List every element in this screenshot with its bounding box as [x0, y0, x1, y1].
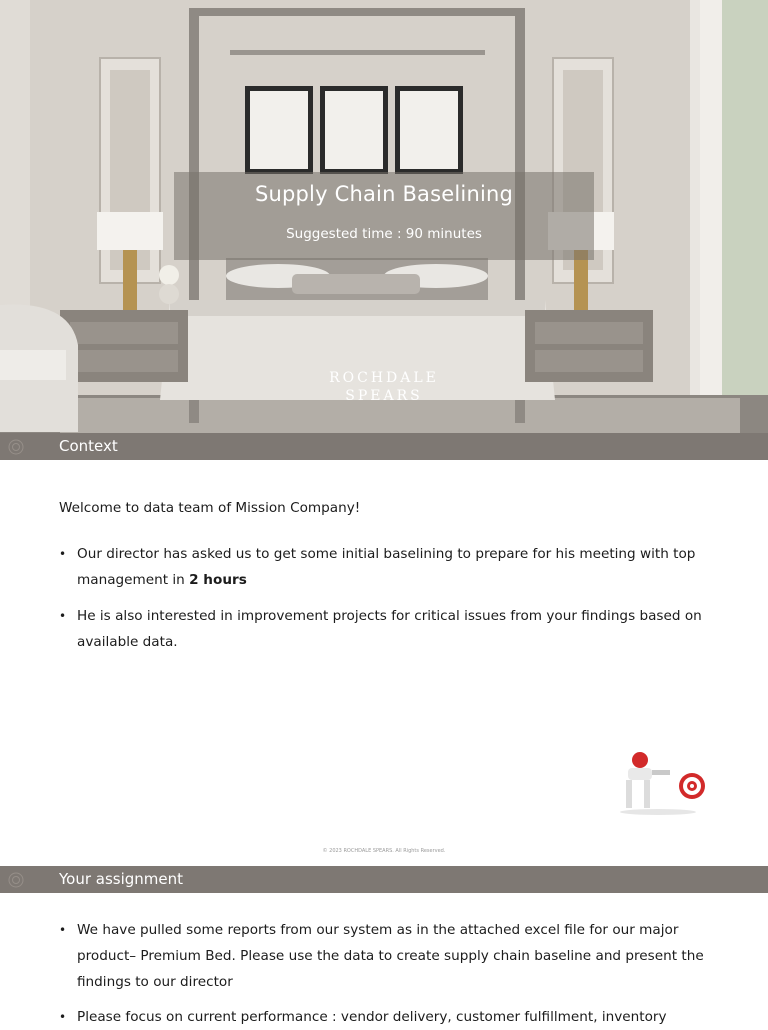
bullet-dot-icon: • — [59, 547, 67, 561]
context-bullet-1-emphasis: 2 hours — [189, 572, 247, 588]
target-figure-icon — [618, 750, 710, 816]
bullet-dot-icon: • — [59, 1010, 67, 1024]
suggested-time: Suggested time : 90 minutes — [286, 226, 482, 242]
context-heading: Context — [59, 437, 118, 455]
assignment-section-bar — [0, 866, 768, 893]
brand-line-1: ROCHDALE — [329, 370, 439, 386]
context-bullet-list — [59, 541, 719, 655]
brand-emblem-icon — [8, 872, 24, 888]
copyright-notice: © 2023 ROCHDALE SPEARS. All Rights Reserved. — [322, 848, 446, 854]
assignment-bullet-2-text: Please focus on current performance : vendor delivery, customer fulfillment, inventory — [77, 1009, 667, 1025]
list-item — [59, 917, 719, 995]
assignment-bullet-1-text: We have pulled some reports from our system as in the attached excel file for our major product– Premium Bed. Please use the data to create supply chain baseline and present the findings to our director — [77, 922, 704, 990]
context-bullet-1-text: Our director has asked us to get some initial baselining to prepare for his meeting with top management in — [77, 546, 696, 588]
brand-line-2: SPEARS — [345, 388, 423, 404]
assignment-bullet-list — [59, 917, 719, 1030]
list-item — [59, 1004, 719, 1030]
hero-banner — [0, 0, 768, 433]
brand-emblem-icon — [8, 439, 24, 455]
list-item — [59, 603, 719, 655]
list-item — [59, 541, 719, 593]
context-section-bar — [0, 433, 768, 460]
context-bullet-2-text: He is also interested in improvement projects for critical issues from your findings based on available data. — [77, 608, 702, 650]
assignment-heading: Your assignment — [59, 870, 184, 888]
page-title: Supply Chain Baselining — [254, 182, 514, 206]
bullet-dot-icon: • — [59, 923, 67, 937]
bullet-dot-icon: • — [59, 609, 67, 623]
context-intro: Welcome to data team of Mission Company! — [59, 500, 361, 516]
brand-logo — [284, 369, 484, 405]
